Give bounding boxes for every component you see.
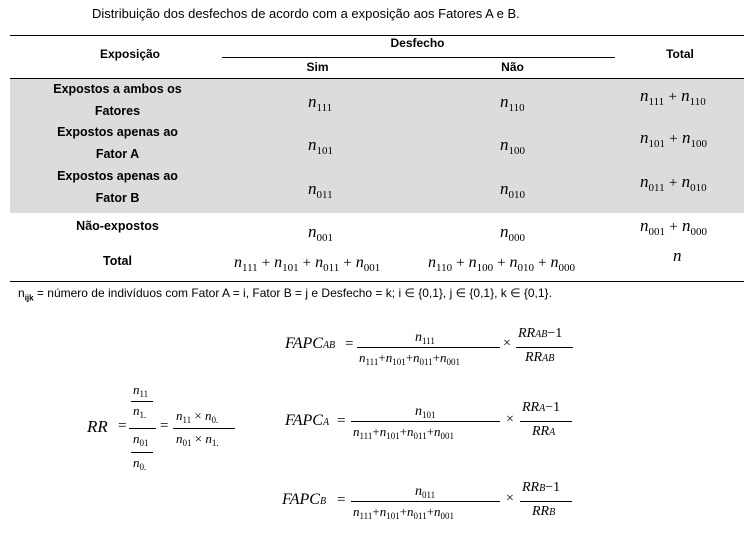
table-bottom-rule (10, 281, 744, 282)
header-yes: Sim (306, 60, 329, 74)
header-total: Total (666, 47, 694, 61)
cell-total: $n_{111} + n_{110}$ (640, 86, 706, 108)
row-label: Expostos apenas ao Fator A (57, 125, 178, 161)
row-label: Expostos apenas ao Fator B (57, 169, 178, 205)
row-label: Não-expostos (76, 219, 159, 233)
outcome-header-rule (222, 57, 615, 58)
row-label: Expostos a ambos os Fatores (53, 82, 182, 118)
total-row-label: Total (103, 254, 132, 268)
cell-no: $n_{000}$ (500, 222, 525, 244)
total-no-sum: $n_{110} + n_{100} + n_{010} + n_{000}$ (428, 254, 575, 274)
table-caption: Distribuição dos desfechos de acordo com a exposição aos Fatores A e B. (92, 6, 520, 21)
cell-yes: $n_{111}$ (308, 92, 333, 114)
header-exposure: Exposição (99, 47, 161, 61)
cell-no: $n_{010}$ (500, 179, 525, 201)
cell-yes: $n_{101}$ (308, 135, 333, 157)
table-note: $n_{ijk}$ = número de indivíduos com Fator A = i, Fator B = j e Desfecho = k; i ∈ {0,1}, j ∈ {0,1}, k ∈ {0,1}. (18, 286, 552, 303)
cell-total: $n_{101} + n_{100}$ (640, 128, 707, 150)
header-outcome: Desfecho (390, 36, 445, 50)
cell-yes: $n_{011}$ (308, 179, 333, 201)
total-yes-sum: $n_{111} + n_{101} + n_{011} + n_{001}$ (234, 254, 381, 274)
cell-no: $n_{100}$ (500, 135, 525, 157)
cell-total: $n_{001} + n_{000}$ (640, 216, 707, 238)
cell-no: $n_{110}$ (500, 92, 525, 114)
grand-total: n (673, 246, 682, 265)
header-no: Não (501, 60, 524, 74)
cell-total: $n_{011} + n_{010}$ (640, 172, 707, 194)
cell-yes: $n_{001}$ (308, 222, 333, 244)
